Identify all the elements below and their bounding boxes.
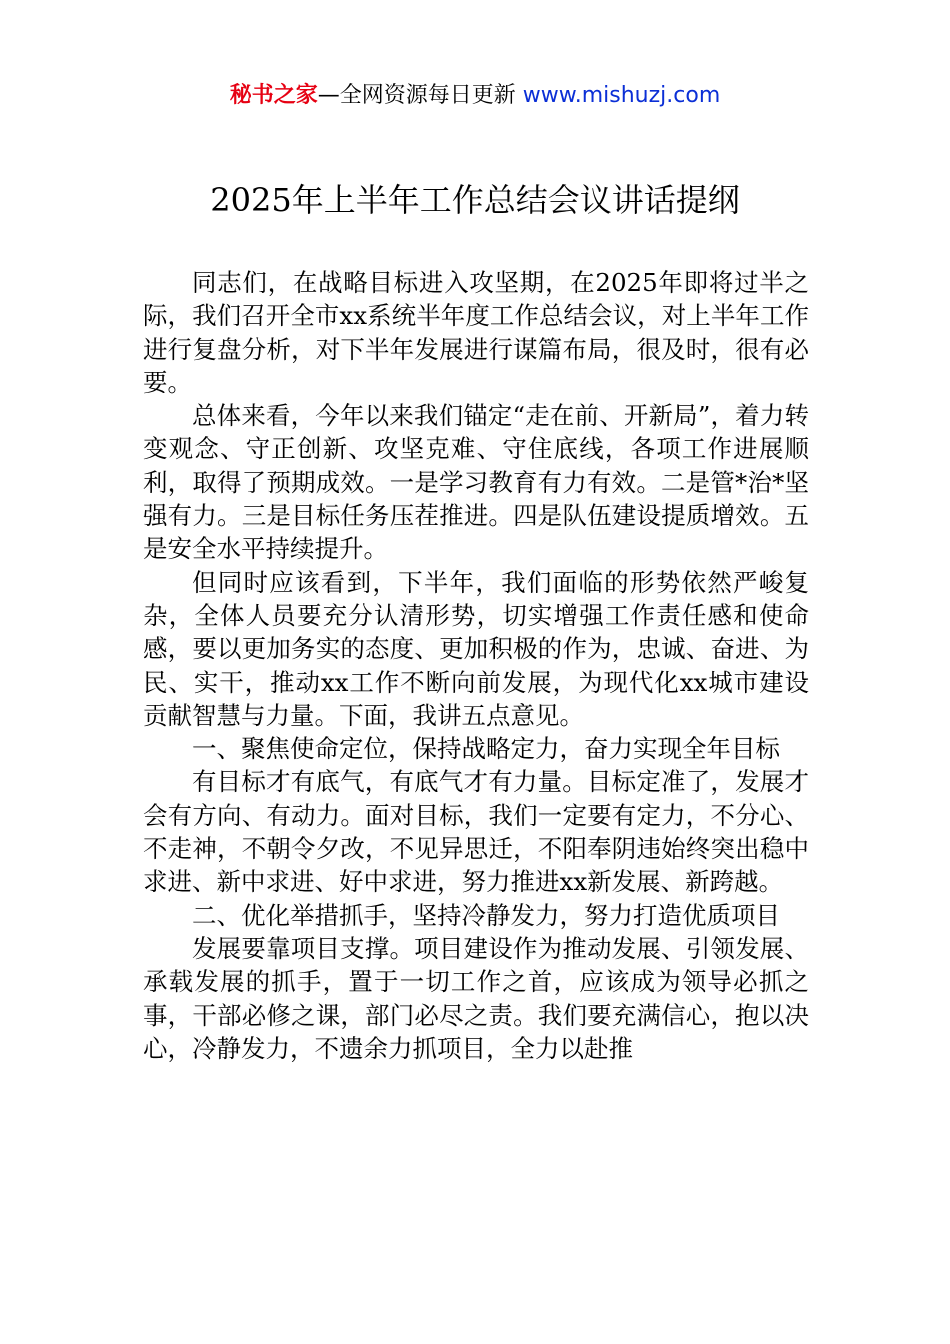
site-url-link[interactable]: www.mishuzj.com [522, 83, 721, 108]
body-paragraph: 但同时应该看到，下半年，我们面临的形势依然严峻复杂，全体人员要充分认清形势，切实增强工作责任感和使命感，要以更加务实的态度、更加积极的作为，忠诚、奋进、为民、实干，推动xx工作不断向前发展，为现代化xx城市建设贡献智慧与力量。下面，我讲五点意见。 [143, 567, 809, 730]
section-heading: 二、优化举措抓手，坚持冷静发力，努力打造优质项目 [192, 900, 780, 930]
body-paragraph: 同志们，在战略目标进入攻坚期，在2025年即将过半之际，我们召开全市xx系统半年度工作总结会议，对上半年工作进行复盘分析，对下半年发展进行谋篇布局，很及时，很有必要。 [143, 268, 809, 397]
section-heading: 一、聚焦使命定位，保持战略定力，奋力实现全年目标 [192, 734, 780, 764]
body-paragraph: 总体来看，今年以来我们锚定“走在前、开新局”，着力转变观念、守正创新、攻坚克难、守住底线，各项工作进展顺利，取得了预期成效。一是学习教育有力有效。二是管*治*坚强有力。三是目标任务压茬推进。四是队伍建设提质增效。五是安全水平持续提升。 [143, 401, 809, 564]
header-tagline: —全网资源每日更新 [317, 83, 523, 108]
brand-name: 秘书之家 [229, 83, 318, 108]
document-body [143, 266, 809, 1065]
body-paragraph: 有目标才有底气，有底气才有力量。目标定准了，发展才会有方向、有动力。面对目标，我们一定要有定力，不分心、不走神，不朝令夕改，不见异思迁，不阳奉阴违始终突出稳中求进、新中求进、好中求进，努力推进xx新发展、新跨越。 [143, 767, 809, 897]
document-title: 2025年上半年工作总结会议讲话提纲 [210, 181, 740, 219]
page-header [0, 80, 950, 112]
body-paragraph: 发展要靠项目支撑。项目建设作为推动发展、引领发展、承载发展的抓手，置于一切工作之首，应该成为领导必抓之事，干部必修之课，部门必尽之责。我们要充满信心，抱以决心，冷静发力，不遗余力抓项目，全力以赴推 [143, 933, 809, 1063]
